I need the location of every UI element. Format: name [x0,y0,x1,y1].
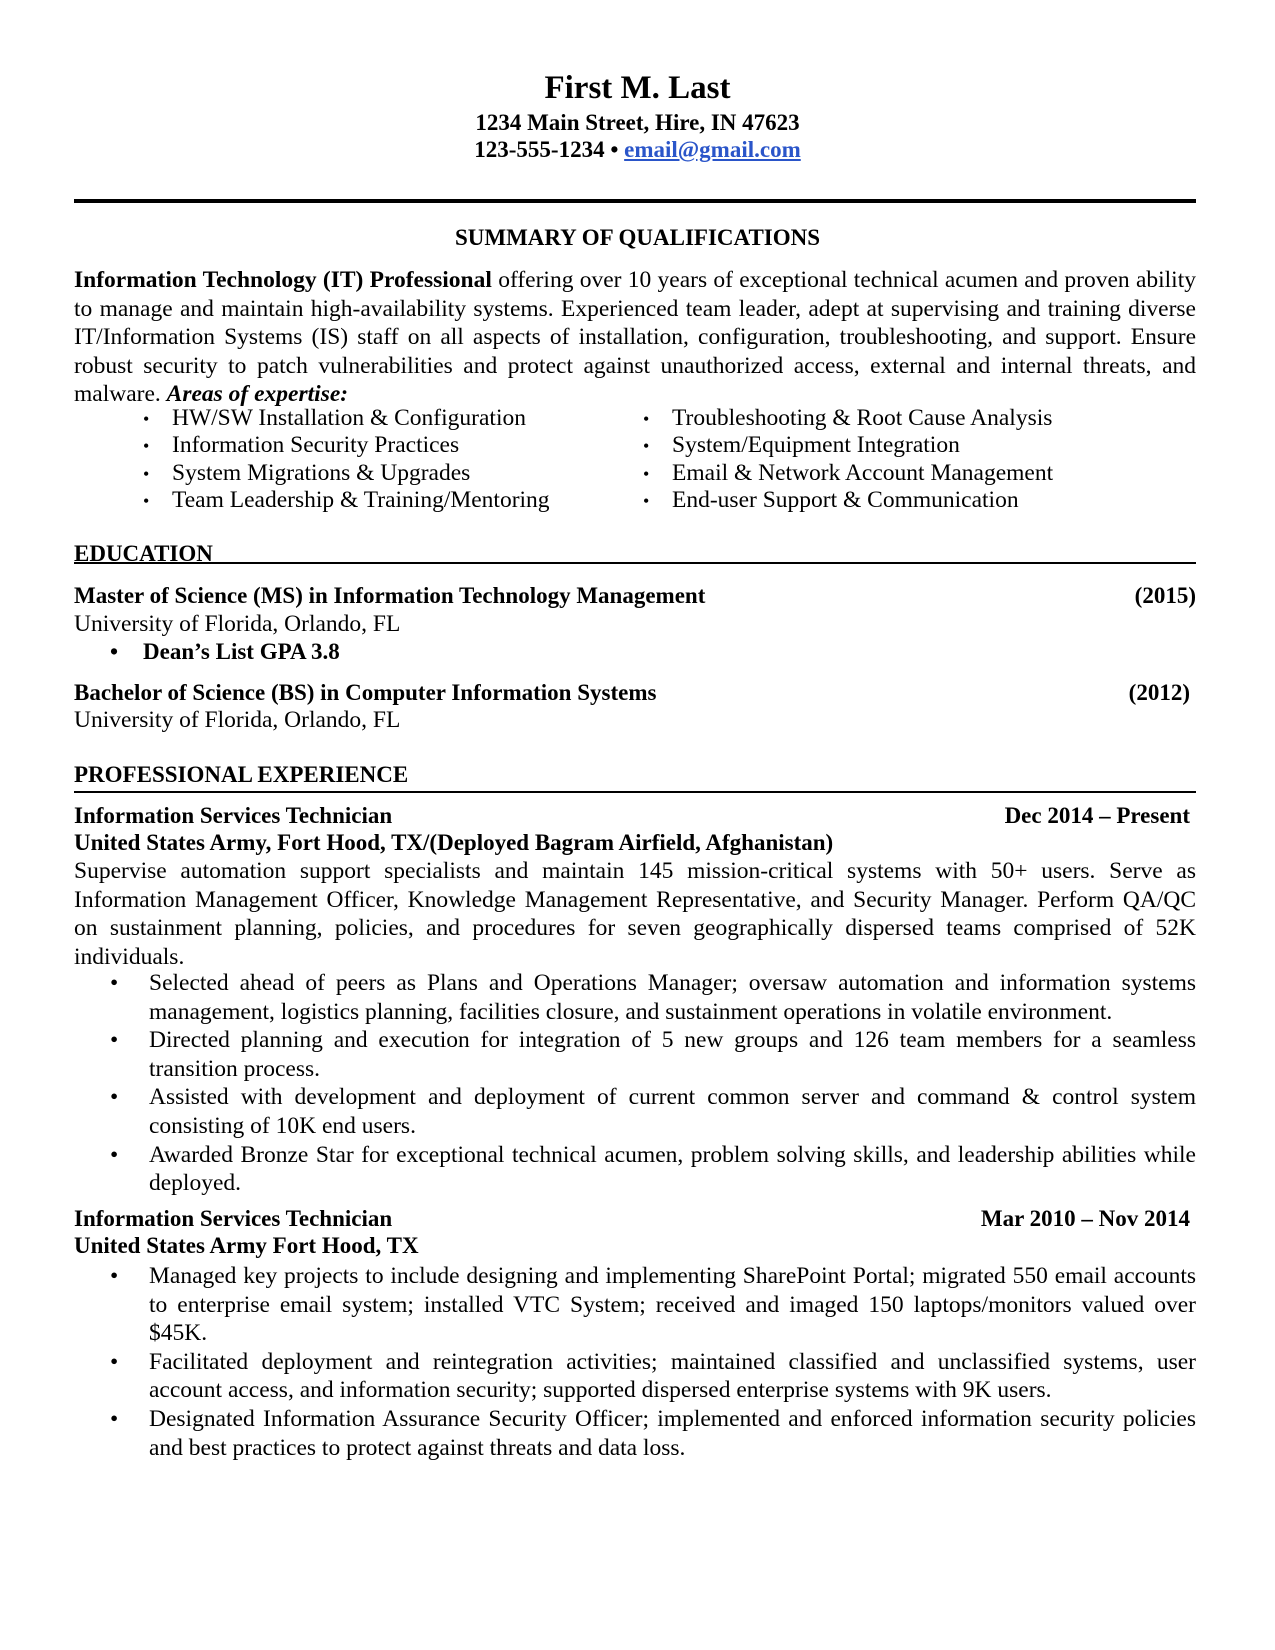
job-summary-1: Supervise automation support specialists and maintain 145 mission-critical systems with 50+ users. Serve as Information Management Officer, Knowledge Management Representative, and Security Manager. Perform QA/QC on sustainment planning, policies, and procedures for seven geographically dispersed teams comprised of 52K individuals. [74,858,1196,970]
skill-bullet: • [143,436,150,456]
honor-text: Dean’s List GPA 3.8 [143,639,340,664]
experience-divider [74,791,1196,793]
job-dates-2: Mar 2010 – Nov 2014 [980,1206,1190,1231]
skill-bullet: • [143,491,150,511]
skill-bullet: • [643,464,650,484]
contact-separator: • [610,137,619,162]
skill-bullet: • [643,409,650,429]
skill-right-4: End-user Support & Communication [672,487,1019,513]
summary-paragraph [74,266,1196,409]
skill-right-2: System/Equipment Integration [672,432,960,458]
summary-heading: SUMMARY OF QUALIFICATIONS [454,225,821,250]
candidate-name: First M. Last [544,70,731,106]
skill-right-3: Email & Network Account Management [672,460,1054,486]
list-item: • Awarded Bronze Star for exceptional technical acumen, problem solving skills, and leadership abilities while deployed. [110,1141,1196,1197]
job-dates-1: Dec 2014 – Present [1004,803,1190,828]
contact-line [0,137,1275,163]
summary-lead: Information Technology (IT) Professional [74,267,492,293]
phone-number: 123-555-1234 [474,137,605,162]
street-address: 1234 Main Street, Hire, IN 47623 [475,110,800,135]
list-item: • Selected ahead of peers as Plans and Operations Manager; oversaw automation and information systems management, logistics planning, facilities closure, and sustainment operations in volatile environment. [110,970,1196,1025]
education-divider [74,562,1196,564]
skill-bullet: • [643,436,650,456]
skill-right-1: Troubleshooting & Root Cause Analysis [672,405,1053,431]
list-item: • Directed planning and execution for integration of 5 new groups and 126 team members for a seamless transition process. [110,1027,1196,1082]
list-item: • Managed key projects to include designing and implementing SharePoint Portal; migrated 550 email accounts to enterprise email system; installed VTC System; received and imaged 150 laptops/monitors valued over $45K. [110,1263,1196,1347]
job-org-1: United States Army, Fort Hood, TX/(Deployed Bagram Airfield, Afghanistan) [74,830,834,855]
summary-body: offering over 10 years of exceptional technical acumen and proven ability to manage and maintain high-availability systems. Experienced team leader, adept at supervising and training diverse IT/Information Systems (IS) staff on all aspects of installation, configuration, troubleshooting, and support. Ensure robust security to patch vulnerabilities and protect against unauthorized access, external and internal threats, and malware. [74,267,1196,408]
degree-title-bs: Bachelor of Science (BS) in Computer Information Systems [74,680,657,705]
education-heading: EDUCATION [74,541,213,566]
job-bullets-2 [110,1262,1196,1462]
expertise-label: Areas of expertise: [166,381,349,408]
skill-bullet: • [143,464,150,484]
skill-left-3: System Migrations & Upgrades [172,460,471,486]
job-title-2: Information Services Technician [74,1206,393,1231]
school-ms: University of Florida, Orlando, FL [74,611,401,637]
list-item: • Assisted with development and deployment of current common server and command & control system consisting of 10K end users. [110,1084,1196,1139]
degree-title-ms: Master of Science (MS) in Information Technology Management [74,583,706,608]
job-title-1: Information Services Technician [74,803,393,828]
degree-year-ms: (2015) [1134,583,1196,608]
job-org-2: United States Army Fort Hood, TX [74,1233,419,1258]
skill-left-2: Information Security Practices [172,432,460,458]
list-item: • Designated Information Assurance Security Officer; implemented and enforced information security policies and best practices to protect against threats and data loss. [110,1405,1196,1461]
experience-heading: PROFESSIONAL EXPERIENCE [74,762,409,787]
degree-year-bs: (2012) [1128,680,1190,705]
header-divider [74,199,1196,203]
skill-item: • [143,409,150,429]
skill-left-4: Team Leadership & Training/Mentoring [172,487,550,513]
list-item: • Facilitated deployment and reintegration activities; maintained classified and unclassified systems, user account access, and information security; supported dispersed enterprise systems with 9K users. [110,1348,1196,1404]
skill-bullet: • [643,491,650,511]
email-link[interactable]: email@gmail.com [624,137,801,162]
job-bullets-1 [110,969,1196,1198]
skill-left-1: HW/SW Installation & Configuration [172,405,526,431]
school-bs: University of Florida, Orlando, FL [74,707,401,733]
honor-bullet: • [110,639,119,664]
